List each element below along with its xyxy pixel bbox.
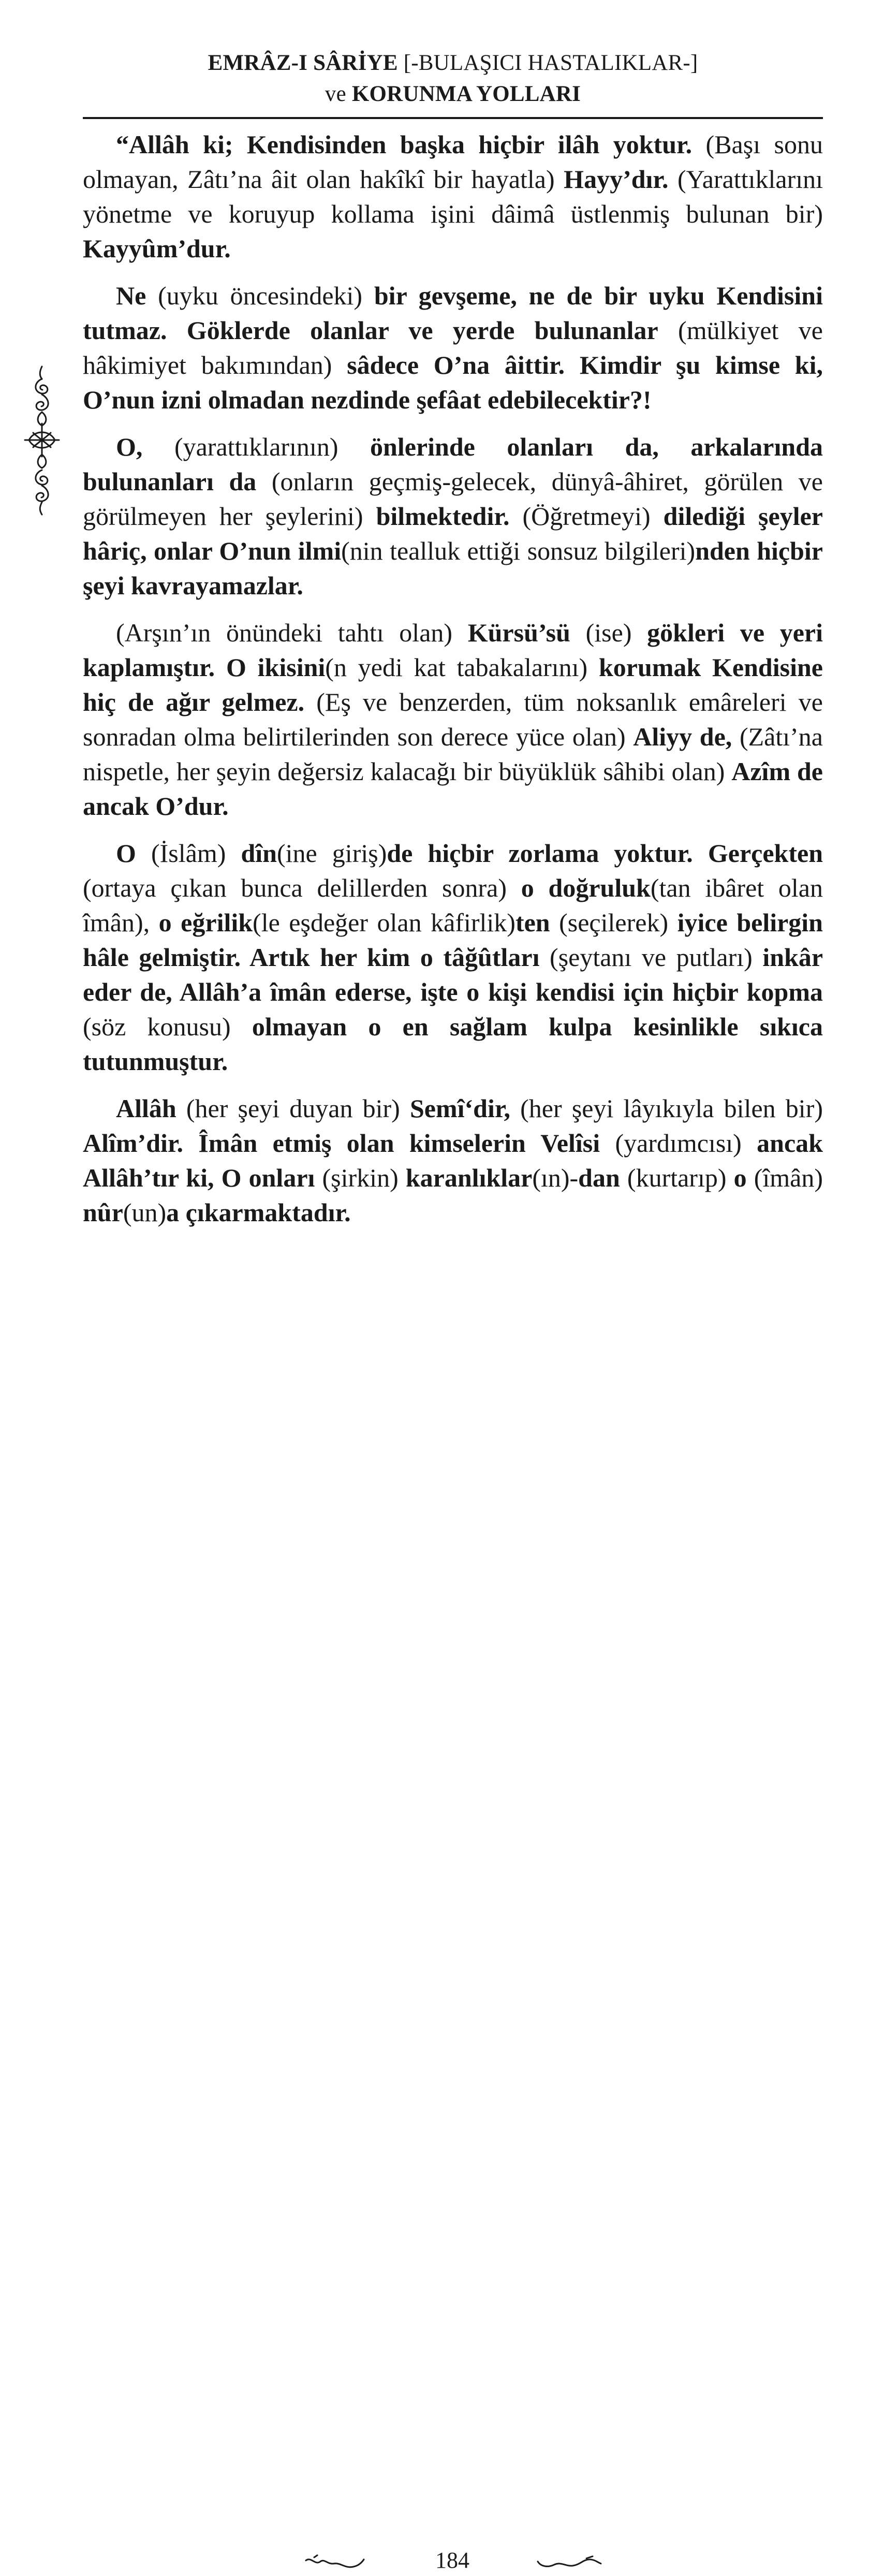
- bold-text-segment: dîn: [241, 839, 277, 868]
- bold-text-segment: ten: [515, 908, 550, 937]
- bold-text-segment: gökleri ve yeri kaplamıştır. O ikisini: [83, 618, 823, 682]
- text-segment: (ise): [570, 618, 647, 647]
- bold-text-segment: karanlıklar: [405, 1163, 533, 1192]
- body-text: [83, 127, 823, 1242]
- text-segment: (Başı sonu olmayan, Zâtı’na âit olan hakîkî bir hayatla): [83, 130, 823, 194]
- bold-text-segment: Hayy’dır.: [564, 165, 669, 194]
- header-line2-prefix: ve: [325, 82, 346, 106]
- bold-text-segment: olmayan o en sağlam kulpa kesinlikle sıkıca tutunmuştur.: [83, 1012, 823, 1076]
- text-segment: (şirkin): [315, 1163, 406, 1192]
- paragraph: [83, 279, 823, 417]
- bold-text-segment: Kürsü’sü: [467, 618, 570, 647]
- text-segment: (un): [123, 1198, 167, 1227]
- bold-text-segment: Allâh: [116, 1094, 176, 1123]
- bold-text-segment: korumak Kendisine hiç de ağır gelmez.: [83, 653, 823, 716]
- text-segment: (n yedi kat tabakalarını): [325, 653, 599, 682]
- paragraph: [83, 836, 823, 1079]
- page-footer: [0, 1272, 884, 2573]
- text-segment: (ine giriş): [276, 839, 387, 868]
- text-segment: (her şeyi lâyıkıyla bilen bir): [510, 1094, 823, 1123]
- bold-text-segment: bir gevşeme, ne de bir uyku Kendisini tutmaz. Göklerde olanlar ve yerde bulunanlar: [83, 281, 823, 345]
- text-segment: (ın)-: [532, 1163, 579, 1192]
- text-segment: (Arşın’ın önündeki tahtı olan): [116, 618, 468, 647]
- text-segment: (tan ibâret olan îmân),: [83, 873, 823, 937]
- bold-text-segment: “Allâh ki; Kendisinden başka hiçbir ilâh yoktur.: [116, 130, 693, 159]
- bold-text-segment: iyice belirgin hâle gelmiştir. Artık her kim o tâğûtları: [83, 908, 823, 972]
- text-segment: (Eş ve benzerden, tüm noksanlık emâreleri ve sonradan olma belirtilerinden son derece yüce olan): [83, 687, 823, 751]
- text-segment: (uyku öncesindeki): [146, 281, 374, 310]
- text-segment: (mülkiyet ve hâkimiyet bakımından): [83, 316, 823, 379]
- bold-text-segment: o doğruluk: [521, 873, 651, 902]
- bold-text-segment: nûr: [83, 1198, 123, 1227]
- bold-text-segment: Aliyy de,: [633, 722, 732, 751]
- bold-text-segment: önlerinde olanları da, arkalarında bulunanları da: [83, 432, 823, 496]
- header-line-1: [83, 48, 823, 79]
- floral-ornament-icon: [19, 362, 65, 518]
- text-segment: (nin tealluk ettiği sonsuz bilgileri): [341, 536, 696, 565]
- text-segment: (yardımcısı): [600, 1129, 757, 1158]
- bold-text-segment: nden hiçbir şeyi kavrayamazlar.: [83, 536, 823, 600]
- text-segment: (kurtarıp): [620, 1163, 734, 1192]
- text-segment: (söz konusu): [83, 1012, 252, 1041]
- bold-text-segment: a çıkarmaktadır.: [166, 1198, 351, 1227]
- header-line-2: [83, 79, 823, 110]
- text-segment: (Zâtı’na nispetle, her şeyin değersiz kalacağı bir büyüklük sâhibi olan): [83, 722, 823, 786]
- paragraph: [83, 430, 823, 603]
- bold-text-segment: Kayyûm’dur.: [83, 234, 231, 263]
- bold-text-segment: O,: [116, 432, 143, 461]
- paragraph: [83, 1091, 823, 1230]
- text-segment: (îmân): [746, 1163, 823, 1192]
- header-title-bold: EMRÂZ-I SÂRİYE: [208, 51, 398, 75]
- text-segment: (le eşdeğer olan kâfirlik): [253, 908, 515, 937]
- bold-text-segment: o: [733, 1163, 747, 1192]
- text-segment: (seçilerek): [550, 908, 677, 937]
- header-title-rest: [-BULAŞICI HASTALIKLAR-]: [403, 51, 698, 75]
- text-segment: (ortaya çıkan bunca delillerden sonra): [83, 873, 521, 902]
- bold-text-segment: O: [116, 839, 136, 868]
- text-segment: (yarattıklarının): [142, 432, 371, 461]
- bold-text-segment: ancak Allâh’tır ki, O onları: [83, 1129, 823, 1192]
- bold-text-segment: dan: [578, 1163, 620, 1192]
- text-segment: (şeytanı ve putları): [539, 943, 763, 972]
- bold-text-segment: bilmektedir.: [376, 502, 510, 531]
- bold-text-segment: dilediği şeyler hâriç, onlar O’nun ilmi: [83, 502, 823, 565]
- text-segment: (İslâm): [136, 839, 241, 868]
- bold-text-segment: Alîm’dir. Îmân etmiş olan kimselerin Velîsi: [83, 1129, 600, 1158]
- paragraph: [83, 616, 823, 824]
- header-line2-bold: KORUNMA YOLLARI: [351, 82, 581, 106]
- running-header: [83, 48, 823, 110]
- bold-text-segment: Semî‘dir,: [409, 1094, 510, 1123]
- text-segment: (Öğretmeyi): [509, 502, 664, 531]
- text-segment: (Yarattıklarını yönetme ve koruyup kollama işini dâimâ üstlenmiş bulunan bir): [83, 165, 823, 228]
- page-number: 184: [435, 2548, 469, 2573]
- bold-text-segment: inkâr eder de, Allâh’a îmân ederse, işte o kişi kendisi için hiçbir kopma: [83, 943, 823, 1006]
- bold-text-segment: o eğrilik: [158, 908, 253, 937]
- header-rule: [83, 117, 823, 119]
- flourish-left-icon: [304, 2553, 366, 2572]
- bold-text-segment: de hiçbir zorlama yoktur. Gerçekten: [387, 839, 823, 868]
- paragraph: [83, 127, 823, 266]
- text-segment: (her şeyi duyan bir): [176, 1094, 410, 1123]
- bold-text-segment: Ne: [116, 281, 146, 310]
- bold-text-segment: Azîm de ancak O’dur.: [83, 757, 823, 821]
- bold-text-segment: sâdece O’na âittir. Kimdir şu kimse ki, O’nun izni olmadan nezdinde şefâat edebilecektir?!: [83, 350, 823, 414]
- text-segment: (onların geçmiş-gelecek, dünyâ-âhiret, görülen ve görülmeyen her şeylerini): [83, 467, 823, 531]
- flourish-right-icon: [536, 2553, 603, 2572]
